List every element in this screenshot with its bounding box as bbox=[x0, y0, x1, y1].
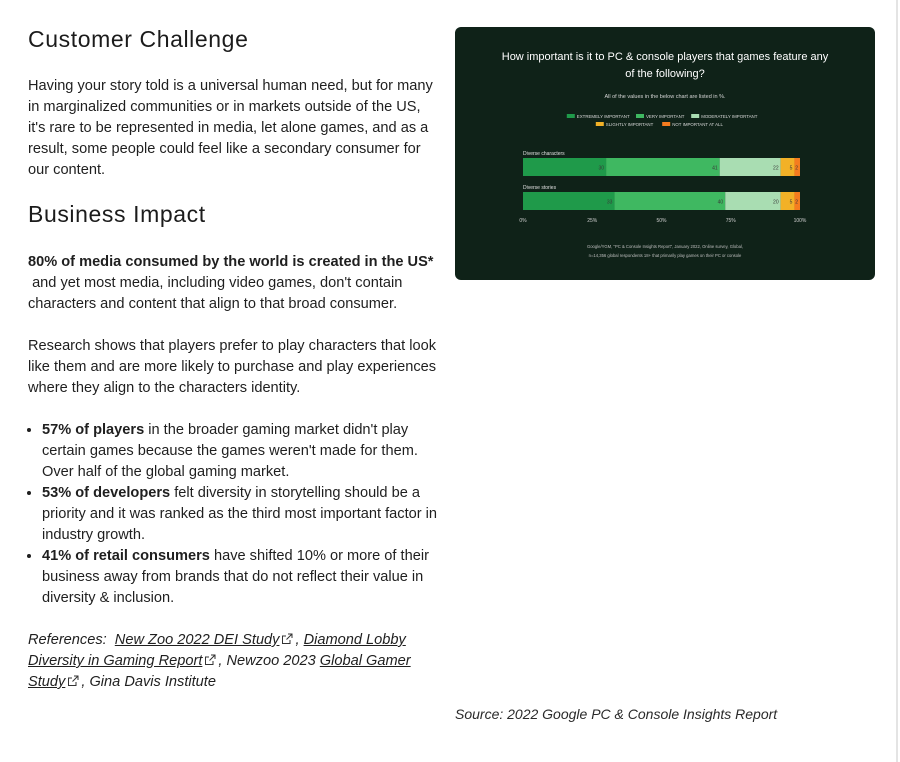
bar-value-label: 5 bbox=[789, 199, 793, 206]
bar-value-label: 5 bbox=[789, 165, 793, 172]
legend-label: MODERATELY IMPORTANT bbox=[701, 114, 758, 119]
page-right-border bbox=[896, 0, 898, 762]
legend-swatch bbox=[596, 122, 604, 126]
chart-legend bbox=[567, 114, 758, 127]
list-item bbox=[42, 483, 438, 546]
chart-title-line-1: How important is it to PC & console players that games feature any bbox=[501, 51, 829, 63]
list-item bbox=[42, 420, 438, 483]
chart-bars bbox=[523, 151, 800, 210]
business-impact-heading: Business Impact bbox=[28, 201, 206, 227]
list-item bbox=[42, 546, 438, 609]
source-caption: Source: 2022 Google PC & Console Insights Report bbox=[455, 706, 778, 722]
legend-label: NOT IMPORTANT AT ALL bbox=[672, 122, 723, 127]
gina-davis-text: Gina Davis Institute bbox=[89, 674, 216, 690]
bar-value-label: 40 bbox=[717, 199, 724, 206]
bar-category-label: Diverse stories bbox=[523, 185, 557, 191]
bar-segment bbox=[523, 192, 614, 210]
x-tick-label: 0% bbox=[519, 218, 527, 224]
external-link-icon bbox=[281, 633, 293, 645]
legend-label: VERY IMPORTANT bbox=[646, 114, 685, 119]
list-item-text: have shifted 10% or more of their business away from brands that do not reflect their value in diversity & inclusion. bbox=[42, 548, 429, 606]
list-item-text: in the broader gaming market didn't play certain games because the games weren't made for them. Over half of the global gaming market. bbox=[42, 422, 418, 480]
chart-x-axis bbox=[519, 218, 807, 224]
external-link-icon bbox=[67, 675, 79, 687]
bar-value-label: 30 bbox=[598, 165, 605, 172]
research-paragraph: Research shows that players prefer to play characters that look like them and are more likely to purchase and play experiences where they align to the characters identity. bbox=[28, 338, 437, 396]
legend-swatch bbox=[662, 122, 670, 126]
bar-value-label: 20 bbox=[773, 199, 779, 206]
chart-title-line-2: of the following? bbox=[625, 68, 705, 80]
references-label: References: bbox=[28, 632, 107, 648]
diamond-lobby-report-link[interactable]: Diamond Lobby Diversity in Gaming Report bbox=[28, 632, 406, 669]
media-stat-text: and yet most media, including video games, don't contain characters and content that align to that broad consumer. bbox=[28, 275, 403, 312]
bar-category-label: Diverse characters bbox=[523, 151, 565, 157]
customer-challenge-heading: Customer Challenge bbox=[28, 26, 249, 52]
list-item-bold: 41% of retail consumers bbox=[42, 548, 210, 564]
legend-swatch bbox=[636, 114, 644, 118]
customer-challenge-paragraph: Having your story told is a universal human need, but for many in marginalized communities or in markets outside of the US, it's rare to be represented in media, let alone games, and as a result, some people could feel like a secondary consumer for our content. bbox=[28, 78, 433, 178]
legend-label: EXTREMELY IMPORTANT bbox=[576, 114, 630, 119]
bar-segment bbox=[523, 158, 606, 176]
media-stat-paragraph bbox=[28, 252, 438, 315]
chart-footnote-line-1: Google/YGM, "PC & Console Insights Report", January 2022, Online survey, Global, bbox=[586, 244, 744, 249]
importance-chart bbox=[455, 27, 875, 280]
chart-footnote-line-2: n=14,356 global respondents 18+ that primarily play games on their PC or console bbox=[588, 253, 742, 258]
list-item-bold: 57% of players bbox=[42, 422, 145, 438]
x-tick-label: 100% bbox=[793, 218, 807, 224]
bar-segment bbox=[614, 192, 725, 210]
x-tick-label: 75% bbox=[725, 218, 736, 224]
stats-list bbox=[28, 420, 438, 609]
bar-segment bbox=[720, 158, 781, 176]
newzoo-dei-study-link[interactable]: New Zoo 2022 DEI Study bbox=[114, 632, 280, 648]
bar-value-label: 2 bbox=[795, 165, 798, 172]
x-tick-label: 50% bbox=[656, 218, 667, 224]
legend-swatch bbox=[567, 114, 575, 118]
bar-value-label: 33 bbox=[606, 199, 613, 206]
list-item-text: felt diversity in storytelling should be a priority and it was ranked as the third most important factor in industry growth. bbox=[42, 485, 438, 543]
newzoo-2023-text: Newzoo 2023 bbox=[226, 653, 316, 669]
references: References: New Zoo 2022 DEI Study , Diamond Lobby Diversity in Gaming Report , Newzoo 2023 Global Gamer Study , Gina Davis Institute bbox=[28, 632, 411, 690]
global-gamer-study-link[interactable]: Global Gamer Study bbox=[28, 653, 411, 690]
external-link-icon bbox=[204, 654, 216, 666]
x-tick-label: 25% bbox=[587, 218, 598, 224]
legend-swatch bbox=[691, 114, 699, 118]
legend-label: SLIGHTLY IMPORTANT bbox=[605, 122, 654, 127]
media-stat-bold: 80% of media consumed by the world is created in the US* bbox=[28, 254, 434, 270]
bar-value-label: 22 bbox=[773, 165, 779, 172]
bar-value-label: 41 bbox=[712, 165, 718, 172]
chart-subtitle: All of the values in the below chart are listed in %. bbox=[604, 94, 726, 100]
chart-canvas bbox=[455, 27, 875, 280]
bar-value-label: 2 bbox=[795, 199, 798, 206]
bar-segment bbox=[606, 158, 720, 176]
list-item-bold: 53% of developers bbox=[42, 485, 171, 501]
